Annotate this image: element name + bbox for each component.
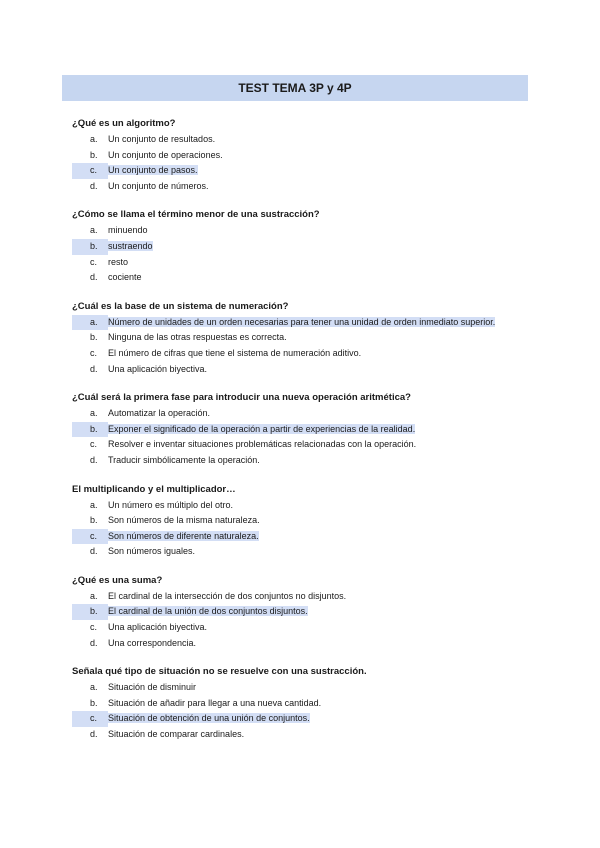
option-item — [72, 727, 532, 743]
option-item-correct — [72, 163, 532, 179]
option-item-correct — [72, 315, 532, 331]
title-bar — [62, 75, 528, 101]
option-item-correct — [72, 239, 532, 255]
option-item — [72, 513, 532, 529]
option-item — [72, 453, 532, 469]
option-letter: c. — [72, 529, 108, 545]
option-letter: a. — [90, 408, 98, 419]
option-letter: c. — [72, 711, 108, 727]
option-text: resto — [108, 256, 129, 267]
option-list — [72, 223, 532, 285]
option-letter: b. — [72, 604, 108, 620]
option-item — [72, 589, 532, 605]
option-list — [72, 132, 532, 194]
option-item — [72, 132, 532, 148]
option-text: Un conjunto de operaciones. — [108, 149, 223, 160]
option-text: Una aplicación biyectiva. — [108, 363, 208, 374]
option-letter: a. — [72, 315, 108, 331]
option-letter: a. — [90, 682, 98, 693]
option-text: Situación de obtención de una unión de conjuntos. — [108, 713, 310, 724]
option-letter: d. — [90, 272, 98, 283]
option-letter: b. — [90, 149, 98, 160]
option-letter: c. — [90, 347, 98, 358]
option-text: Situación de disminuir — [108, 682, 197, 693]
question-text: ¿Cuál es la base de un sistema de numeración? — [72, 300, 289, 312]
question-text: ¿Qué es un algoritmo? — [72, 118, 176, 129]
option-item — [72, 437, 532, 453]
question — [72, 299, 532, 377]
option-text: minuendo — [108, 225, 148, 236]
question — [72, 664, 532, 742]
option-text: Exponer el significado de la operación a partir de experiencias de la realidad. — [108, 423, 416, 434]
option-letter: d. — [90, 546, 98, 557]
option-text: Son números de la misma naturaleza. — [108, 515, 260, 526]
option-text: sustraendo — [108, 240, 153, 251]
question-text: Señala qué tipo de situación no se resuelve con una sustracción. — [72, 666, 367, 678]
option-list — [72, 680, 532, 742]
page-title: TEST TEMA 3P y 4P — [238, 81, 352, 95]
option-text: Traducir simbólicamente la operación. — [108, 454, 260, 465]
option-letter: d. — [90, 180, 98, 191]
option-text: Son números de diferente naturaleza. — [108, 530, 259, 541]
option-text: Ninguna de las otras respuestas es correcta. — [108, 332, 287, 343]
option-text: Situación de añadir para llegar a una nueva cantidad. — [108, 697, 322, 708]
question — [72, 390, 532, 468]
option-item — [72, 696, 532, 712]
option-letter: d. — [90, 729, 98, 740]
option-item — [72, 544, 532, 560]
option-letter: b. — [72, 239, 108, 255]
question-list — [72, 116, 532, 756]
option-item-correct — [72, 422, 532, 438]
option-item — [72, 346, 532, 362]
option-letter: b. — [90, 697, 98, 708]
option-text: Son números iguales. — [108, 546, 196, 557]
option-item — [72, 362, 532, 378]
option-letter: c. — [90, 256, 98, 267]
option-item — [72, 255, 532, 271]
option-item — [72, 148, 532, 164]
option-letter: b. — [90, 332, 98, 343]
option-letter: c. — [90, 622, 98, 633]
option-letter: d. — [90, 637, 98, 648]
option-list — [72, 589, 532, 651]
option-item-correct — [72, 711, 532, 727]
option-letter: d. — [90, 363, 98, 374]
option-text: cociente — [108, 272, 142, 283]
option-text: Una correspondencia. — [108, 637, 197, 648]
question — [72, 207, 532, 285]
option-text: El cardinal de la unión de dos conjuntos disjuntos. — [108, 606, 308, 617]
option-item-correct — [72, 604, 532, 620]
question-text: ¿Qué es una suma? — [72, 574, 163, 586]
option-text: Un conjunto de resultados. — [108, 134, 216, 144]
option-letter: c. — [72, 163, 108, 179]
option-item — [72, 620, 532, 636]
question — [72, 116, 532, 194]
option-text: El número de cifras que tiene el sistema de numeración aditivo. — [108, 347, 362, 358]
option-item — [72, 636, 532, 652]
question — [72, 573, 532, 651]
question-text: ¿Cuál será la primera fase para introducir una nueva operación aritmética? — [72, 392, 411, 404]
option-item — [72, 498, 532, 514]
option-list — [72, 315, 532, 377]
option-letter: b. — [90, 515, 98, 526]
option-item — [72, 406, 532, 422]
option-item — [72, 680, 532, 696]
option-list — [72, 406, 532, 468]
question — [72, 482, 532, 560]
option-item — [72, 270, 532, 286]
option-item — [72, 179, 532, 195]
option-text: El cardinal de la intersección de dos conjuntos no disjuntos. — [108, 590, 347, 601]
option-letter: b. — [72, 422, 108, 438]
option-text: Situación de comparar cardinales. — [108, 729, 245, 740]
option-letter: d. — [90, 454, 98, 465]
option-text: Un conjunto de pasos. — [108, 165, 198, 176]
question-text: El multiplicando y el multiplicador… — [72, 483, 236, 495]
option-text: Número de unidades de un orden necesarias para tener una unidad de orden inmediato superior. — [108, 316, 496, 327]
question-text: ¿Cómo se llama el término menor de una sustracción? — [72, 209, 320, 221]
option-list — [72, 498, 532, 560]
option-text: Automatizar la operación. — [108, 408, 211, 419]
option-text: Resolver e inventar situaciones problemáticas relacionadas con la operación. — [108, 439, 417, 450]
option-text: Un conjunto de números. — [108, 180, 209, 191]
option-letter: c. — [90, 439, 98, 450]
option-letter: a. — [90, 499, 98, 510]
option-letter: a. — [90, 225, 98, 236]
option-letter: a. — [90, 134, 98, 144]
option-text: Un número es múltiplo del otro. — [108, 499, 234, 510]
option-letter: a. — [90, 590, 98, 601]
option-item — [72, 223, 532, 239]
option-item — [72, 330, 532, 346]
option-item-correct — [72, 529, 532, 545]
option-text: Una aplicación biyectiva. — [108, 622, 208, 633]
